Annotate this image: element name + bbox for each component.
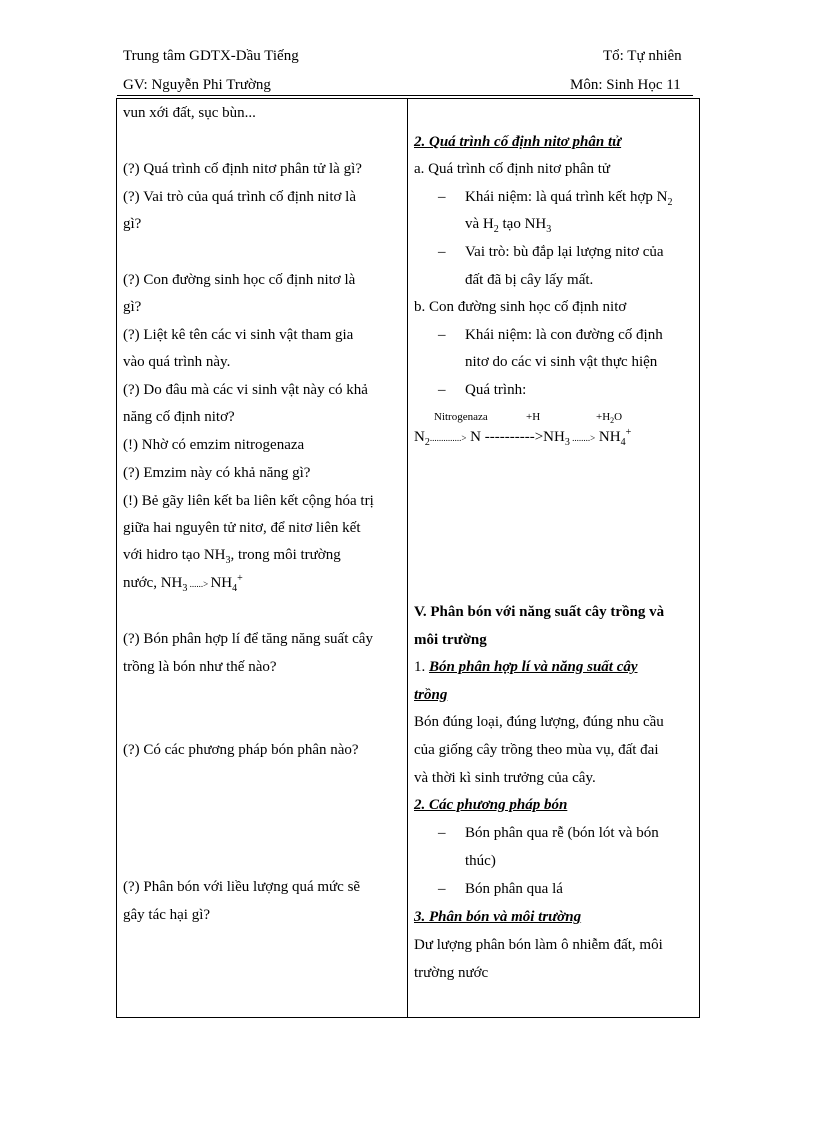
answer-enzyme: (!) Bẻ gãy liên kết ba liên kết cộng hóa trị xyxy=(123,493,374,509)
label-plus-h2o: $+H_2O$ xyxy=(596,411,623,426)
question-microbes-cont: vào quá trình này. xyxy=(123,354,231,370)
question-overdose: (?) Phân bón với liều lượng quá mức sẽ xyxy=(123,879,361,895)
concept-a-cont: và $H_2$ tạo $NH_3$ xyxy=(465,216,552,235)
column-divider xyxy=(407,98,408,1018)
subsection-2-heading: 2. Các phương pháp bón xyxy=(414,797,568,813)
role-a: Vai trò: bù đắp lại lượng nitơ của xyxy=(465,244,664,260)
environment-text: Dư lượng phân bón làm ô nhiễm đất, môi xyxy=(414,937,663,953)
section-v-title-cont: môi trường xyxy=(414,632,487,648)
concept-b-cont: nitơ do các vi sinh vật thực hiện xyxy=(465,354,658,370)
question-why-cont: năng cố định nitơ? xyxy=(123,409,235,425)
method-root: Bón phân qua rễ (bón lót và bón xyxy=(465,825,659,841)
question-microbes: (?) Liệt kê tên các vi sinh vật tham gia xyxy=(123,327,354,343)
method-root-cont: thúc) xyxy=(465,853,496,869)
dash-bullet: – xyxy=(438,327,446,343)
question-fertilizing: (?) Bón phân hợp lí để tăng năng suất cây xyxy=(123,631,373,647)
label-plus-h: +H xyxy=(526,411,541,423)
answer-enzyme-cont3: nước, $NH_3$ ......> $NH_4^+$ xyxy=(123,573,243,594)
dash-bullet: – xyxy=(438,189,446,205)
subsection-a: a. Quá trình cố định nitơ phân tử xyxy=(414,161,611,177)
role-a-cont: đất đã bị cây lấy mất. xyxy=(465,272,594,288)
label-nitrogenaza: Nitrogenaza xyxy=(434,411,488,423)
dash-bullet: – xyxy=(438,825,446,841)
method-leaf: Bón phân qua lá xyxy=(465,881,563,897)
header-divider xyxy=(117,95,693,96)
fertilizing-text: Bón đúng loại, đúng lượng, đúng nhu cầu xyxy=(414,714,664,730)
dash-bullet: – xyxy=(438,881,446,897)
reaction-equation: $N_2..............> N$ $---------->NH_3$ ........> $NH_4^+$ xyxy=(414,427,632,448)
dash-bullet: – xyxy=(438,382,446,398)
subsection-1-heading: 1. Bón phân hợp lí và năng suất cây xyxy=(414,659,638,675)
question-overdose-cont: gây tác hại gì? xyxy=(123,907,211,923)
subject-name: Môn: Sinh Học 11 xyxy=(570,77,681,93)
fertilizing-text-cont2: và thời kì sinh trưởng của cây. xyxy=(414,770,596,786)
question-methods: (?) Có các phương pháp bón phân nào? xyxy=(123,742,359,758)
environment-text-cont: trường nước xyxy=(414,965,489,981)
school-name: Trung tâm GDTX-Dầu Tiếng xyxy=(123,48,299,64)
department: Tổ: Tự nhiên xyxy=(603,48,682,64)
dash-bullet: – xyxy=(438,244,446,260)
teacher-name: GV: Nguyễn Phi Trường xyxy=(123,77,271,93)
subsection-1-heading-cont: trồng xyxy=(414,687,448,703)
fertilizing-text-cont: của giống cây trồng theo mùa vụ, đất đai xyxy=(414,742,659,758)
answer-nitrogenase: (!) Nhờ có emzim nitrogenaza xyxy=(123,437,305,453)
question-why: (?) Do đâu mà các vi sinh vật này có khả xyxy=(123,382,368,398)
concept-a: Khái niệm: là quá trình kết hợp $N_2$ xyxy=(465,189,673,208)
question-fertilizing-cont: trồng là bón như thế nào? xyxy=(123,659,277,675)
left-line: vun xới đất, sục bùn... xyxy=(123,105,256,121)
question-role: (?) Vai trò của quá trình cố định nitơ là xyxy=(123,189,357,205)
section-heading-fixation: 2. Quá trình cố định nitơ phân tử xyxy=(414,134,622,150)
subsection-3-heading: 3. Phân bón và môi trường xyxy=(414,909,582,925)
question-role-cont: gì? xyxy=(123,216,142,232)
question-nitrogen-fixation: (?) Quá trình cố định nitơ phân tử là gì? xyxy=(123,161,362,177)
answer-enzyme-cont: giữa hai nguyên tử nitơ, để nitơ liên kết xyxy=(123,520,361,536)
answer-enzyme-cont2: với hidro tạo $NH_3$, trong môi trường xyxy=(123,547,341,566)
question-biological-pathway-cont: gì? xyxy=(123,299,142,315)
question-enzyme: (?) Emzim này có khả năng gì? xyxy=(123,465,311,481)
concept-b: Khái niệm: là con đường cố định xyxy=(465,327,663,343)
question-biological-pathway: (?) Con đường sinh học cố định nitơ là xyxy=(123,272,356,288)
process-label: Quá trình: xyxy=(465,382,527,398)
subsection-b: b. Con đường sinh học cố định nitơ xyxy=(414,299,627,315)
section-v-title: V. Phân bón với năng suất cây trồng và xyxy=(414,604,665,620)
